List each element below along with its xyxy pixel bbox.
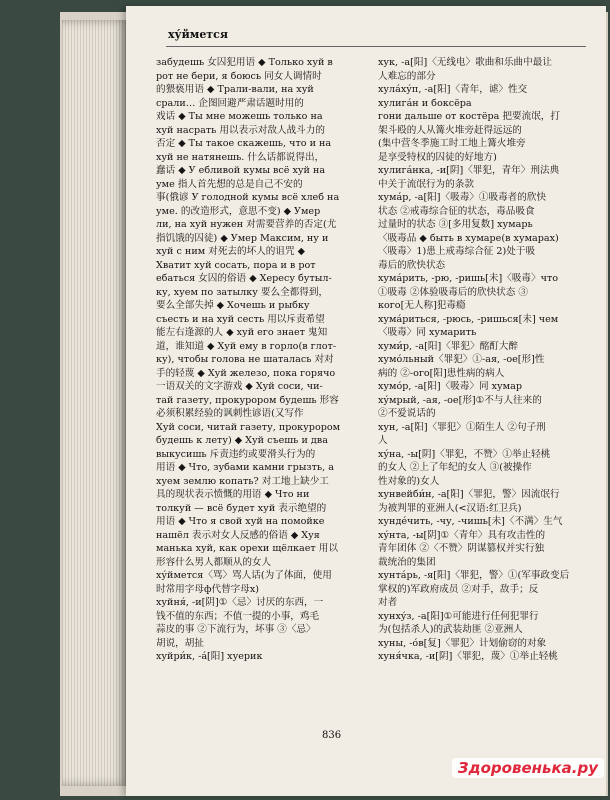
text-line: 掌权的)军政府成员 ②对手，敌手；反 [378,583,539,595]
text-line: забудешь 女囚犯用语 ◆ Только хуй в [156,57,333,68]
text-line: ку, хуем по затылку 要么全都得到， [156,286,329,298]
text-line: хуйри́к, -а́[阳] хуерик [156,651,263,662]
text-line: 〈吸毒〉1)患上戒毒综合征 2)处于吸 [378,246,536,257]
text-line: хунта́рь, -я[阳]〈罪犯，警〉①(军事政变后 [378,570,570,581]
text-line: 否定 ◆ Ты такое скажешь, что и на [156,138,332,149]
text-line: 状态 ②戒毒综合征的状态，毒品吸食 [378,205,535,217]
text-line: 具的现状表示愤慨的用语 ◆ Что ни [156,489,310,500]
page-edges [62,20,128,786]
text-line: тай газету, прокурором будешь 形容 [156,394,339,406]
text-line: 蒜皮的事 ②下流行为，坏事 ③〈忌〉 [156,624,316,635]
text-line: 戏话 ◆ Ты мне можешь только на [156,111,323,122]
left-column [156,56,388,664]
text-line: ли, на хуй нужен 对需要营养的否定(尤 [156,219,337,230]
text-line: хумо́р, -а[阳]〈吸毒〉同 хумар [378,381,522,392]
text-line: (集中营冬季施工时工地上篝火堆旁 [378,138,526,149]
text-line: 毒后的欣快状态 [378,259,446,271]
text-line: Хуй соси, читай газету, прокурором [156,421,341,433]
text-line: 的猥亵用语 ◆ Трали-вали, на хуй [156,84,314,95]
text-line: 用语 ◆ Что я свой хуй на помойке [156,516,325,527]
text-line: выкусишь 斥责违约或要滑头行为的 [156,448,316,460]
dictionary-page [126,6,606,796]
text-line: ①吸毒 ②体验吸毒后的欣快状态 ③ [378,286,529,298]
text-line: 人难忘的部分 [378,70,436,82]
text-line: толкуй — всё будет хуй 表示绝望的 [156,502,327,514]
text-line: 病的 ②-ого[阳]患性病的病人 [378,367,505,379]
text-line: 形容什么男人都顺从的女人 [156,556,272,568]
text-line: уме. 的改造形式，意思不变) ◆ Умер [156,205,321,217]
text-line: ху́на, -ы[阴]〈罪犯，不赞〉①举止轻桃 [378,448,551,460]
text-line: 为被判罪的亚洲人(<汉语:红卫兵) [378,502,522,514]
text-line: 一语双关的文字游戏 ◆ Хуй соси, чи- [156,381,323,392]
text-line: хуй не натянешь. 什么话都说得出， [156,151,325,163]
text-line: хума́р, -а[阳]〈吸毒〉①吸毒者的欣快 [378,192,547,203]
text-line: 的女人 ②上了年纪的女人 ③(被操作 [378,462,532,473]
text-line: 道，谁知道 ◆ Хуй ему в горло(в глот- [156,340,337,352]
text-line: 青年团体 ②〈不赞〉阴谋篡权并实行独 [378,543,545,554]
site-watermark: Здоровенька.ру [452,758,604,778]
text-line: хуны, -о́в[复]〈罪犯〉计划偷窃的对象 [378,637,547,649]
text-line: 架斗殴的人从篝火堆旁赶得远远的 [378,124,522,136]
text-line: срали… 企图回避严肃话题时用的 [156,97,304,109]
text-line: 用语 ◆ Что, зубами камни грызть, а [156,462,334,473]
page-number: 836 [322,730,342,741]
text-line: 手的轻蔑 ◆ Хуй железо, пока горячо [156,367,336,379]
text-line: 性对象的)女人 [378,475,440,487]
text-line: 过量时的状态 ③[多用复数] хумарь [378,219,533,230]
text-line: 要么全部失掉 ◆ Хочешь и рыбку [156,300,310,311]
text-line: хума́рить, -рю, -ришь[未]〈吸毒〉что [378,273,559,284]
text-line: хуми́р, -а[阳]〈罪犯〉酩酊大醉 [378,340,518,352]
text-line: ху́нта, -ы[阴]①〈青年〉具有攻击性的 [378,529,546,541]
text-line: 钱不值的东西；不值一提的小事，鸡毛 [156,610,320,622]
text-line: хуем землю копать? 对工地上缺少工 [156,475,329,487]
text-line: 人 [378,435,388,446]
text-line: 是享受特权的囚徒的好地方) [378,151,497,163]
text-line: хуня́чка, -и[阴]〈罪犯，蔑〉①举止轻桃 [378,651,558,662]
text-line: хулига́н и боксёра [378,97,472,109]
text-line: 裁统治的集团 [378,556,436,568]
text-line: будешь к лету) ◆ Хуй съешь и два [156,435,328,446]
text-line: ебаться 女囚的俗语 ◆ Хересу бутыл- [156,273,332,284]
text-line: 必须积累经验的讽刺性谚语(又写作 [156,408,304,419]
text-line: нашёл 表示对女人反感的俗语 ◆ Хуя [156,529,320,541]
text-line: ху́мрый, -ая, -ое[形]①不与人往来的 [378,394,542,406]
text-line: 事(俄谚 У голодной кумы всё хлеб на [156,192,340,203]
text-line: хуй насрать 用以表示对敌人战斗力的 [156,124,325,136]
text-line: ху́ймется〈骂〉骂人话(为了体面，使用 [156,570,332,581]
right-column [378,56,598,664]
text-line: хунде́чить, -чу, -чишь[未]〈不满〉生气 [378,516,563,527]
text-line: 〈吸毒〉同 хумарить [378,327,477,338]
text-line: 胡说，胡扯 [156,637,204,649]
text-line: 〈吸毒品 ◆ быть в хумаре(в хумарах) [378,232,559,244]
text-line: съесть и на хуй сесть 用以斥责希望 [156,313,325,325]
text-line: хуйня́, -и[阴]①〈忌〉讨厌的东西，一 [156,597,324,608]
text-line: хунвейби́н, -а[阳]〈罪犯，警〉因流氓行 [378,489,560,500]
text-line: 对者 [378,597,398,608]
text-line: хук, -а[阳]〈无线电〉歌曲和乐曲中最让 [378,57,552,68]
text-line: хун, -а[阳]〈罪犯〉①陌生人 ②句子刑 [378,421,546,433]
text-line: гони дальше от костёра 把要流氓，打 [378,111,560,122]
text-line: Хватит хуй сосать, пора и в рот [156,259,316,271]
text-line: 蠢话 ◆ У ебливой кумы всё хуй на [156,165,326,176]
header-rule [166,46,586,47]
text-line: 中关于流氓行为的条款 [378,178,474,190]
text-line: манька хуй, как орехи щёлкает 用以 [156,543,338,554]
text-line: 能左右逢源的人 ◆ хуй его знает 鬼知 [156,327,328,338]
text-line: ②不爱说话的 [378,408,436,419]
text-line: хуй с ним 对死去的坏人的诅咒 ◆ [156,246,305,257]
text-line: 时常用字母ф代替字母х) [156,583,260,595]
text-line: 为(包括杀人)的武装劫匪 ②亚洲人 [378,624,523,635]
text-line: хулига́нка, -и[阴]〈罪犯，青年〉刑法典 [378,165,560,176]
text-line: хумо́льный〈罪犯〉①-ая, -ое[形]性 [378,354,545,365]
text-line: 指饥饿的囚徒) ◆ Умер Максим, ну и [156,232,329,244]
running-head: ху́ймется [168,28,228,41]
text-line: ку), чтобы голова не шаталась 对对 [156,354,334,365]
text-line: хунхýз, -а[阳]①可能进行任何犯罪行 [378,610,539,622]
text-line: хума́риться, -рюсь, -ришься[未] чем [378,313,559,325]
text-line: кого[无人称]犯毒瘾 [378,300,466,311]
text-line: хула́ху́п, -а[阳]〈青年，谑〉性交 [378,84,528,95]
text-line: уме 指人首先想的总是自己不安的 [156,178,303,190]
text-line: рот не бери, я боюсь 同女人调情时 [156,70,322,82]
